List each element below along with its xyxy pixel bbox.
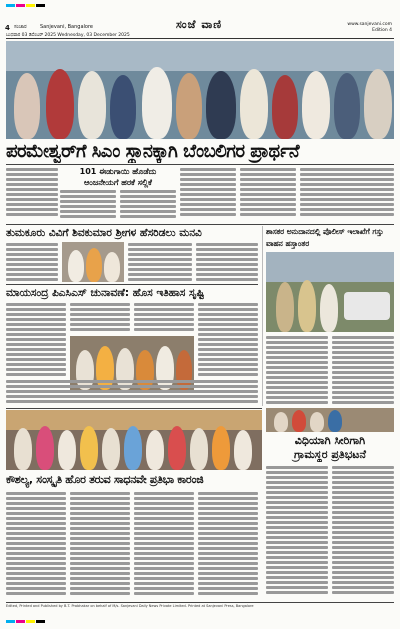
lead-sub1: 101 ಈಡುಗಾಯಿ ಹೊಡೆದು [79, 167, 157, 176]
black-registration-mark [36, 4, 45, 7]
story4-col4 [198, 303, 258, 377]
page-number: 4 [5, 24, 10, 32]
black-registration-mark [36, 620, 45, 623]
newspaper-logo: ಸಂಜೆ ವಾಣಿ [175, 18, 223, 31]
story6-col3 [134, 492, 194, 600]
edition-label: Edition 4 [372, 28, 392, 33]
story3-headline: ಶಾಸಕರ ಅನುದಾನದಲ್ಲಿ ಪೊಲೀಸ್ ಇಲಾಖೆಗೆ ಗಸ್ತು ವಾಹನ ಹಸ್ತಾಂತರ [266, 227, 384, 248]
story3-col1 [266, 336, 328, 406]
story4-col3 [134, 303, 194, 333]
story3-col2 [332, 336, 394, 406]
story6-headline: ಕೌಶಲ್ಯ, ಸಂಸ್ಕೃತಿ ಹೊರ ತರುವ ಸಾಧನವೇ ಪ್ರತಿಭಾ ಕಾರಂಜಿ [6, 473, 204, 486]
divider [6, 224, 394, 225]
story5-col1 [266, 466, 328, 600]
story2-photo [62, 242, 124, 282]
story5-headline-1: ವಿಧಿಯಾಗಿ ಸೀರಿಗಾಗಿ [294, 434, 366, 447]
divider [6, 164, 394, 165]
story5-col2 [332, 466, 394, 600]
lead-headline: ಪರಮೇಶ್ವರ್‌ಗೆ ಸಿಎಂ ಸ್ಥಾನಕ್ಕಾಗಿ ಬೆಂಬಲಿಗರ ಪ್ರಾರ್ಥನೆ [6, 141, 300, 162]
story3-photo [266, 252, 394, 332]
story2-col3 [196, 243, 258, 283]
masthead-rule [6, 38, 394, 39]
date-line: ಬುಧವಾರ 03 ಡಿಸೆಂಬರ್ 2025 Wednesday, 03 December 2025 [6, 33, 130, 38]
story2-col1 [6, 243, 58, 283]
story2-headline: ತುಮಕೂರು ವಿವಿಗೆ ಶಿವಕುಮಾರ ಶ್ರೀಗಳ ಹೆಸರಿಡಲು ಮನವಿ [6, 227, 202, 239]
column-rule [262, 226, 263, 406]
city-label: Sanjevani, Bangalore [40, 24, 94, 30]
lead-story-col4 [180, 168, 236, 222]
lead-story-col5 [240, 168, 296, 222]
cyan-registration-mark [6, 4, 15, 7]
lead-story-col3 [120, 190, 176, 222]
story4-headline: ಮಾಯಸಂದ್ರ ಪಿಎಸಿಎಸ್ ಚುನಾವಣೆ: ಹೊಸ ಇತಿಹಾಸ ಸೃಷ್ಟಿ [6, 287, 205, 299]
yellow-registration-mark [26, 4, 35, 7]
cyan-registration-mark [6, 620, 15, 623]
story6-photo [6, 410, 262, 470]
lead-sub2: ಆಂಜನೇಯಗೆ ಹರಕೆ ಸಲ್ಲಿಕೆ [84, 178, 152, 187]
section-label: ಸಂಚಾರ [14, 24, 27, 30]
magenta-registration-mark [16, 4, 25, 7]
website: www.sanjevani.com [347, 22, 392, 27]
story6-col1 [6, 492, 66, 600]
yellow-registration-mark [26, 620, 35, 623]
story4-col2 [70, 303, 130, 333]
lead-story-col1 [6, 168, 58, 220]
story4-col1 [6, 303, 66, 377]
divider [6, 408, 262, 409]
footer-rule [6, 602, 394, 603]
story6-col2 [70, 492, 130, 600]
story5-photo [266, 408, 394, 432]
lead-photo [6, 41, 394, 139]
footer-imprint: Edited, Printed and Published by B.T. Prabhakar on behalf of M/s. Sanjevani Daily News Private Limited. Printed at Sanjevani Press, Bangalore [6, 604, 254, 608]
divider [6, 284, 258, 285]
story5-headline-2: ಗ್ರಾಮಸ್ಥರ ಪ್ರತಿಭಟನೆ [294, 448, 366, 461]
story2-col2 [128, 243, 192, 283]
lead-story-col2 [60, 190, 116, 222]
lead-story-col6 [300, 168, 394, 222]
magenta-registration-mark [16, 620, 25, 623]
story4-tail [6, 380, 258, 406]
story6-col4 [198, 492, 258, 600]
